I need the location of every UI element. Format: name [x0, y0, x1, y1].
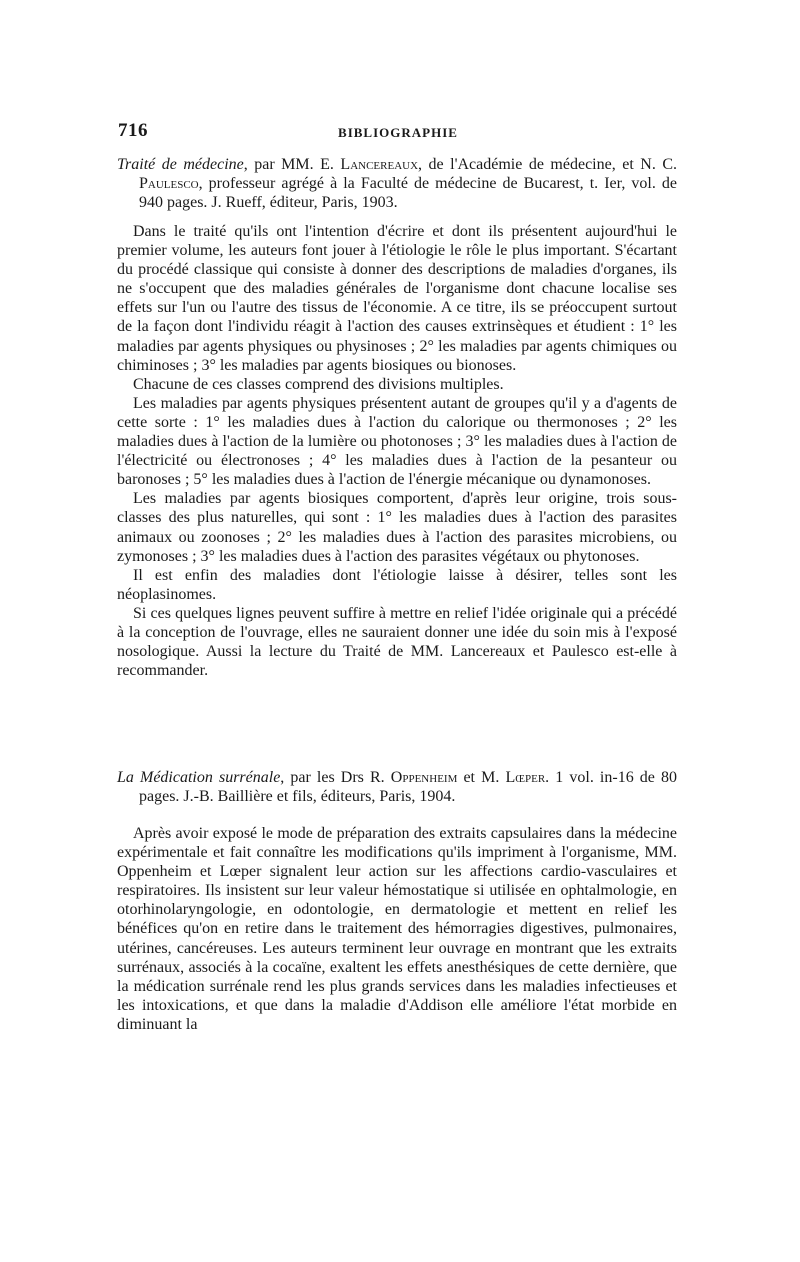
review-paragraph: Il est enfin des maladies dont l'étiologie laisse à désirer, telles sont les néoplasinomes. — [117, 566, 677, 603]
review-paragraph: Dans le traité qu'ils ont l'intention d'écrire et dont ils présentent aujourd'hui le premier volume, les auteurs font jouer à l'étiologie le rôle le plus important. S'écartant du procédé classique qui consiste à donner des descriptions de maladies d'organes, ils ne s'occupent que des maladies générales de l'organisme dont chacune localise ses effets sur l'un ou l'autre des tissus de l'économie. A ce titre, ils se préoccupent surtout de la façon dont l'individu réagit à l'action des causes extrinsèques et étudient : 1° les maladies par agents physiques ou physinoses ; 2° les maladies par agents chimiques ou chiminoses ; 3° les maladies par agents biosiques ou bionoses. — [117, 223, 677, 374]
review-paragraph: Les maladies par agents physiques présentent autant de groupes qu'il y a d'agents de cette sorte : 1° les maladies dues à l'action du calorique ou thermonoses ; 2° les maladies dues à l'action de la lumière ou photonoses ; 3° les maladies dues à l'action de l'électricité ou électronoses ; 4° les maladies dues à l'action de la pesanteur ou baronoses ; 5° les maladies dues à l'action de l'énergie mécanique ou dynamonoses. — [117, 394, 677, 489]
entry-citation — [117, 768, 677, 806]
author-name: Lœper — [505, 769, 546, 786]
review-paragraph: Après avoir exposé le mode de préparation des extraits capsulaires dans la médecine expérimentale et fait connaître les modifications qu'ils impriment à l'organisme, MM. Oppenheim et Lœper signalent leur action sur les affections cardio-vasculaires et respiratoires. Ils insistent sur leur valeur hémostatique si utilisée en ophtalmologie, en otorhinolaryngologie, en odontologie, en dermatologie et mettent en relief les bénéfices qu'on en retire dans le traitement des hémorragies digestives, pulmonaires, utérines, cancéreuses. Les auteurs terminent leur ouvrage en montrant que les extraits surrénaux, associés à la cocaïne, exaltent les effets anesthésiques de cette dernière, que la médication surrénale rend les plus grands services dans les maladies infectieuses et les intoxications, et que dans la maladie d'Addison elle améliore l'état morbide en diminuant la — [117, 825, 677, 1033]
running-head: BIBLIOGRAPHIE — [338, 125, 458, 140]
review-paragraph: Les maladies par agents biosiques comportent, d'après leur origine, trois sous-classes des plus naturelles, qui sont : 1° les maladies dues à l'action des parasites animaux ou zoonoses ; 2° les maladies dues à l'action des parasites microbiens, ou zymonoses ; 3° les maladies dues à l'action des parasites végétaux ou phytonoses. — [117, 490, 677, 565]
author-name: Paulesco — [139, 175, 199, 192]
review-paragraph: Si ces quelques lignes peuvent suffire à mettre en relief l'idée originale qui a précédé à la conception de l'ouvrage, elles ne sauraient donner une idée du soin mis à l'exposé nosologique. Aussi la lecture du Traité de MM. Lancereaux et Paulesco est-elle à recommander. — [117, 604, 677, 680]
page-header — [118, 120, 678, 144]
book-title: La Médication surrénale — [117, 769, 281, 786]
entry-citation — [117, 155, 677, 212]
citation-details: . 1 vol. in-16 de 80 pages. J.-B. Baillière et fils, éditeurs, Paris, 1904. — [139, 769, 677, 805]
book-title: Traité de médecine — [117, 156, 244, 173]
citation-text: , par les Drs R. — [280, 769, 391, 786]
citation-text: et M. — [457, 769, 506, 786]
bibliography-entry — [117, 768, 677, 1034]
author-name: Lancereaux — [340, 156, 419, 173]
author-name: Oppenheim — [390, 769, 458, 786]
page-number: 716 — [118, 120, 148, 141]
review-paragraph: Chacune de ces classes comprend des divisions multiples. — [133, 375, 504, 393]
citation-text: , de l'Académie de médecine, et N. C. — [418, 156, 678, 173]
bibliography-entry — [117, 155, 677, 680]
citation-details: , professeur agrégé à la Faculté de médecine de Bucarest, t. Ier, vol. de 940 pages. J. Rueff, éditeur, Paris, 1903. — [139, 175, 677, 211]
citation-text: , par MM. E. — [243, 156, 341, 173]
